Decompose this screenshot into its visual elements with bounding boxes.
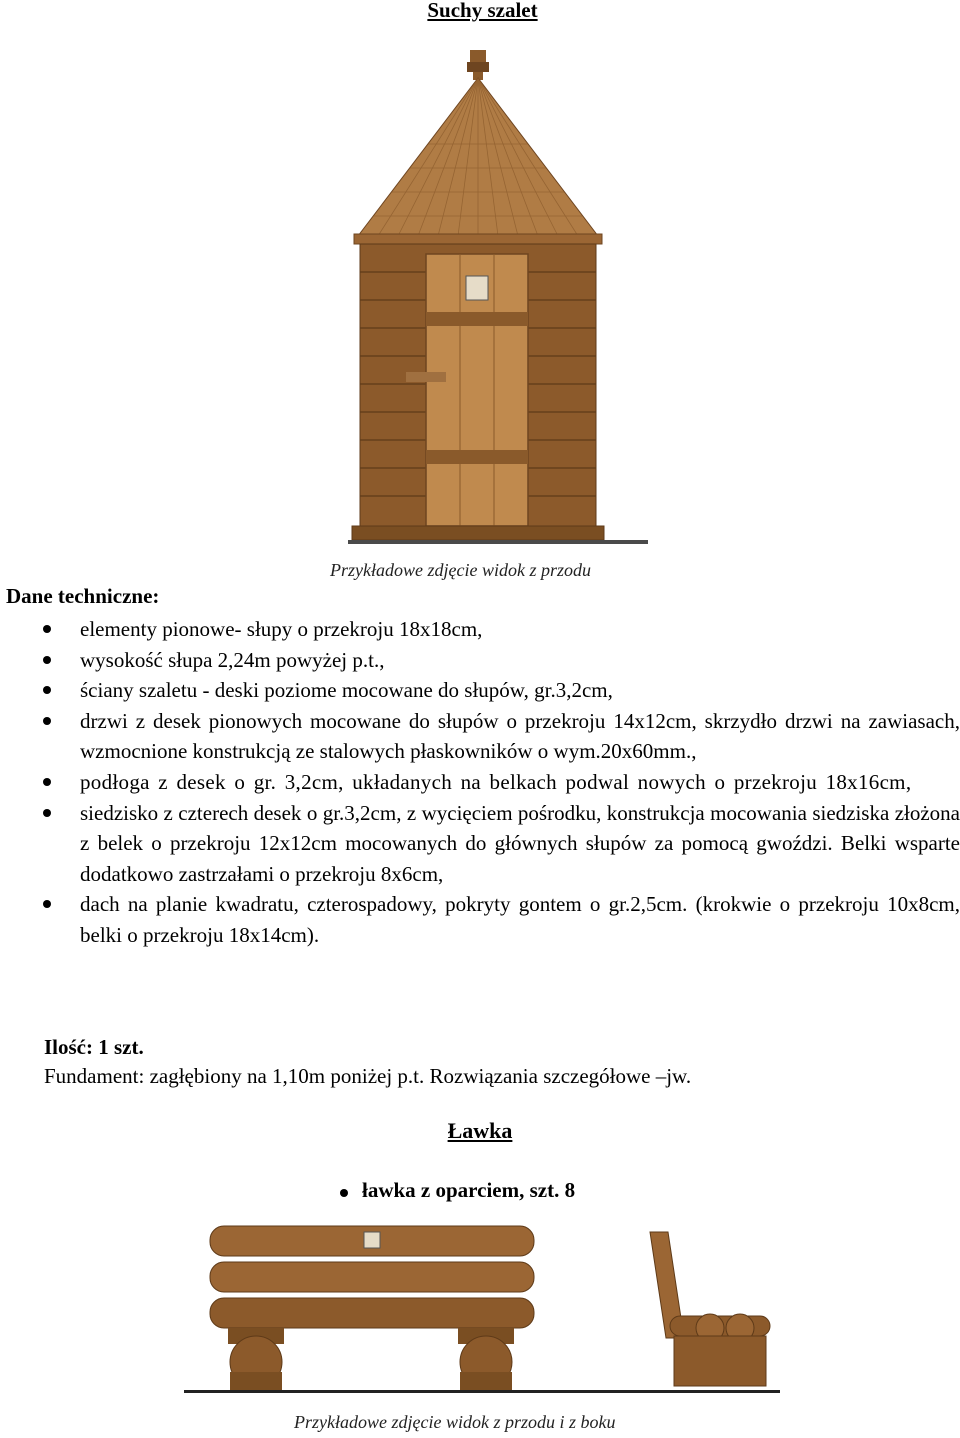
section-heading: Dane techniczne: <box>6 584 160 608</box>
page-title: Suchy szalet <box>427 0 538 22</box>
foundation-note: Fundament: zagłębiony na 1,10m poniżej p.t. Rozwiązania szczegółowe –jw. <box>44 1064 692 1088</box>
spec-item: podłoga z desek o gr. 3,2cm, układanych na belkach podwal nowych o przekroju 18x16cm, <box>0 767 960 798</box>
spec-item: drzwi z desek pionowych mocowane do słupów o przekroju 14x12cm, skrzydło drzwi na zawiasach, wzmocnione konstrukcją ze stalowych płaskowników o wym.20x60mm., <box>0 706 960 767</box>
caption-bench-view: Przykładowe zdjęcie widok z przodu i z boku <box>294 1412 616 1432</box>
spec-item: elementy pionowe- słupy o przekroju 18x18cm, <box>0 614 960 645</box>
bench-front-illustration <box>208 1222 538 1392</box>
bench-item <box>362 1178 575 1203</box>
spec-item: dach na planie kwadratu, czterospadowy, pokryty gontem o gr.2,5cm. (krokwie o przekroju 10x8cm, belki o przekroju 18x14cm). <box>0 889 960 950</box>
spec-item: wysokość słupa 2,24m powyżej p.t., <box>0 645 960 676</box>
ground-line <box>184 1390 780 1393</box>
spec-item: ściany szaletu - deski poziome mocowane do słupów, gr.3,2cm, <box>0 675 960 706</box>
caption-front-view: Przykładowe zdjęcie widok z przodu <box>330 560 591 580</box>
spec-item: siedzisko z czterech desek o gr.3,2cm, z wycięciem pośrodku, konstrukcja mocowania siedziska złożona z belek o przekroju 12x12cm mocowanych do głównych słupów za pomocą gwoździ. Belki wsparte dodatkowo zastrzałami o przekroju 8x6cm, <box>0 798 960 890</box>
outhouse-illustration <box>318 50 658 555</box>
bullet-icon <box>340 1189 348 1197</box>
spec-list <box>0 614 960 951</box>
bench-item-label: ławka z oparciem, szt. 8 <box>362 1178 576 1202</box>
quantity: Ilość: 1 szt. <box>44 1035 144 1059</box>
bench-section-title: Ławka <box>447 1118 513 1143</box>
bench-side-illustration <box>640 1228 780 1393</box>
